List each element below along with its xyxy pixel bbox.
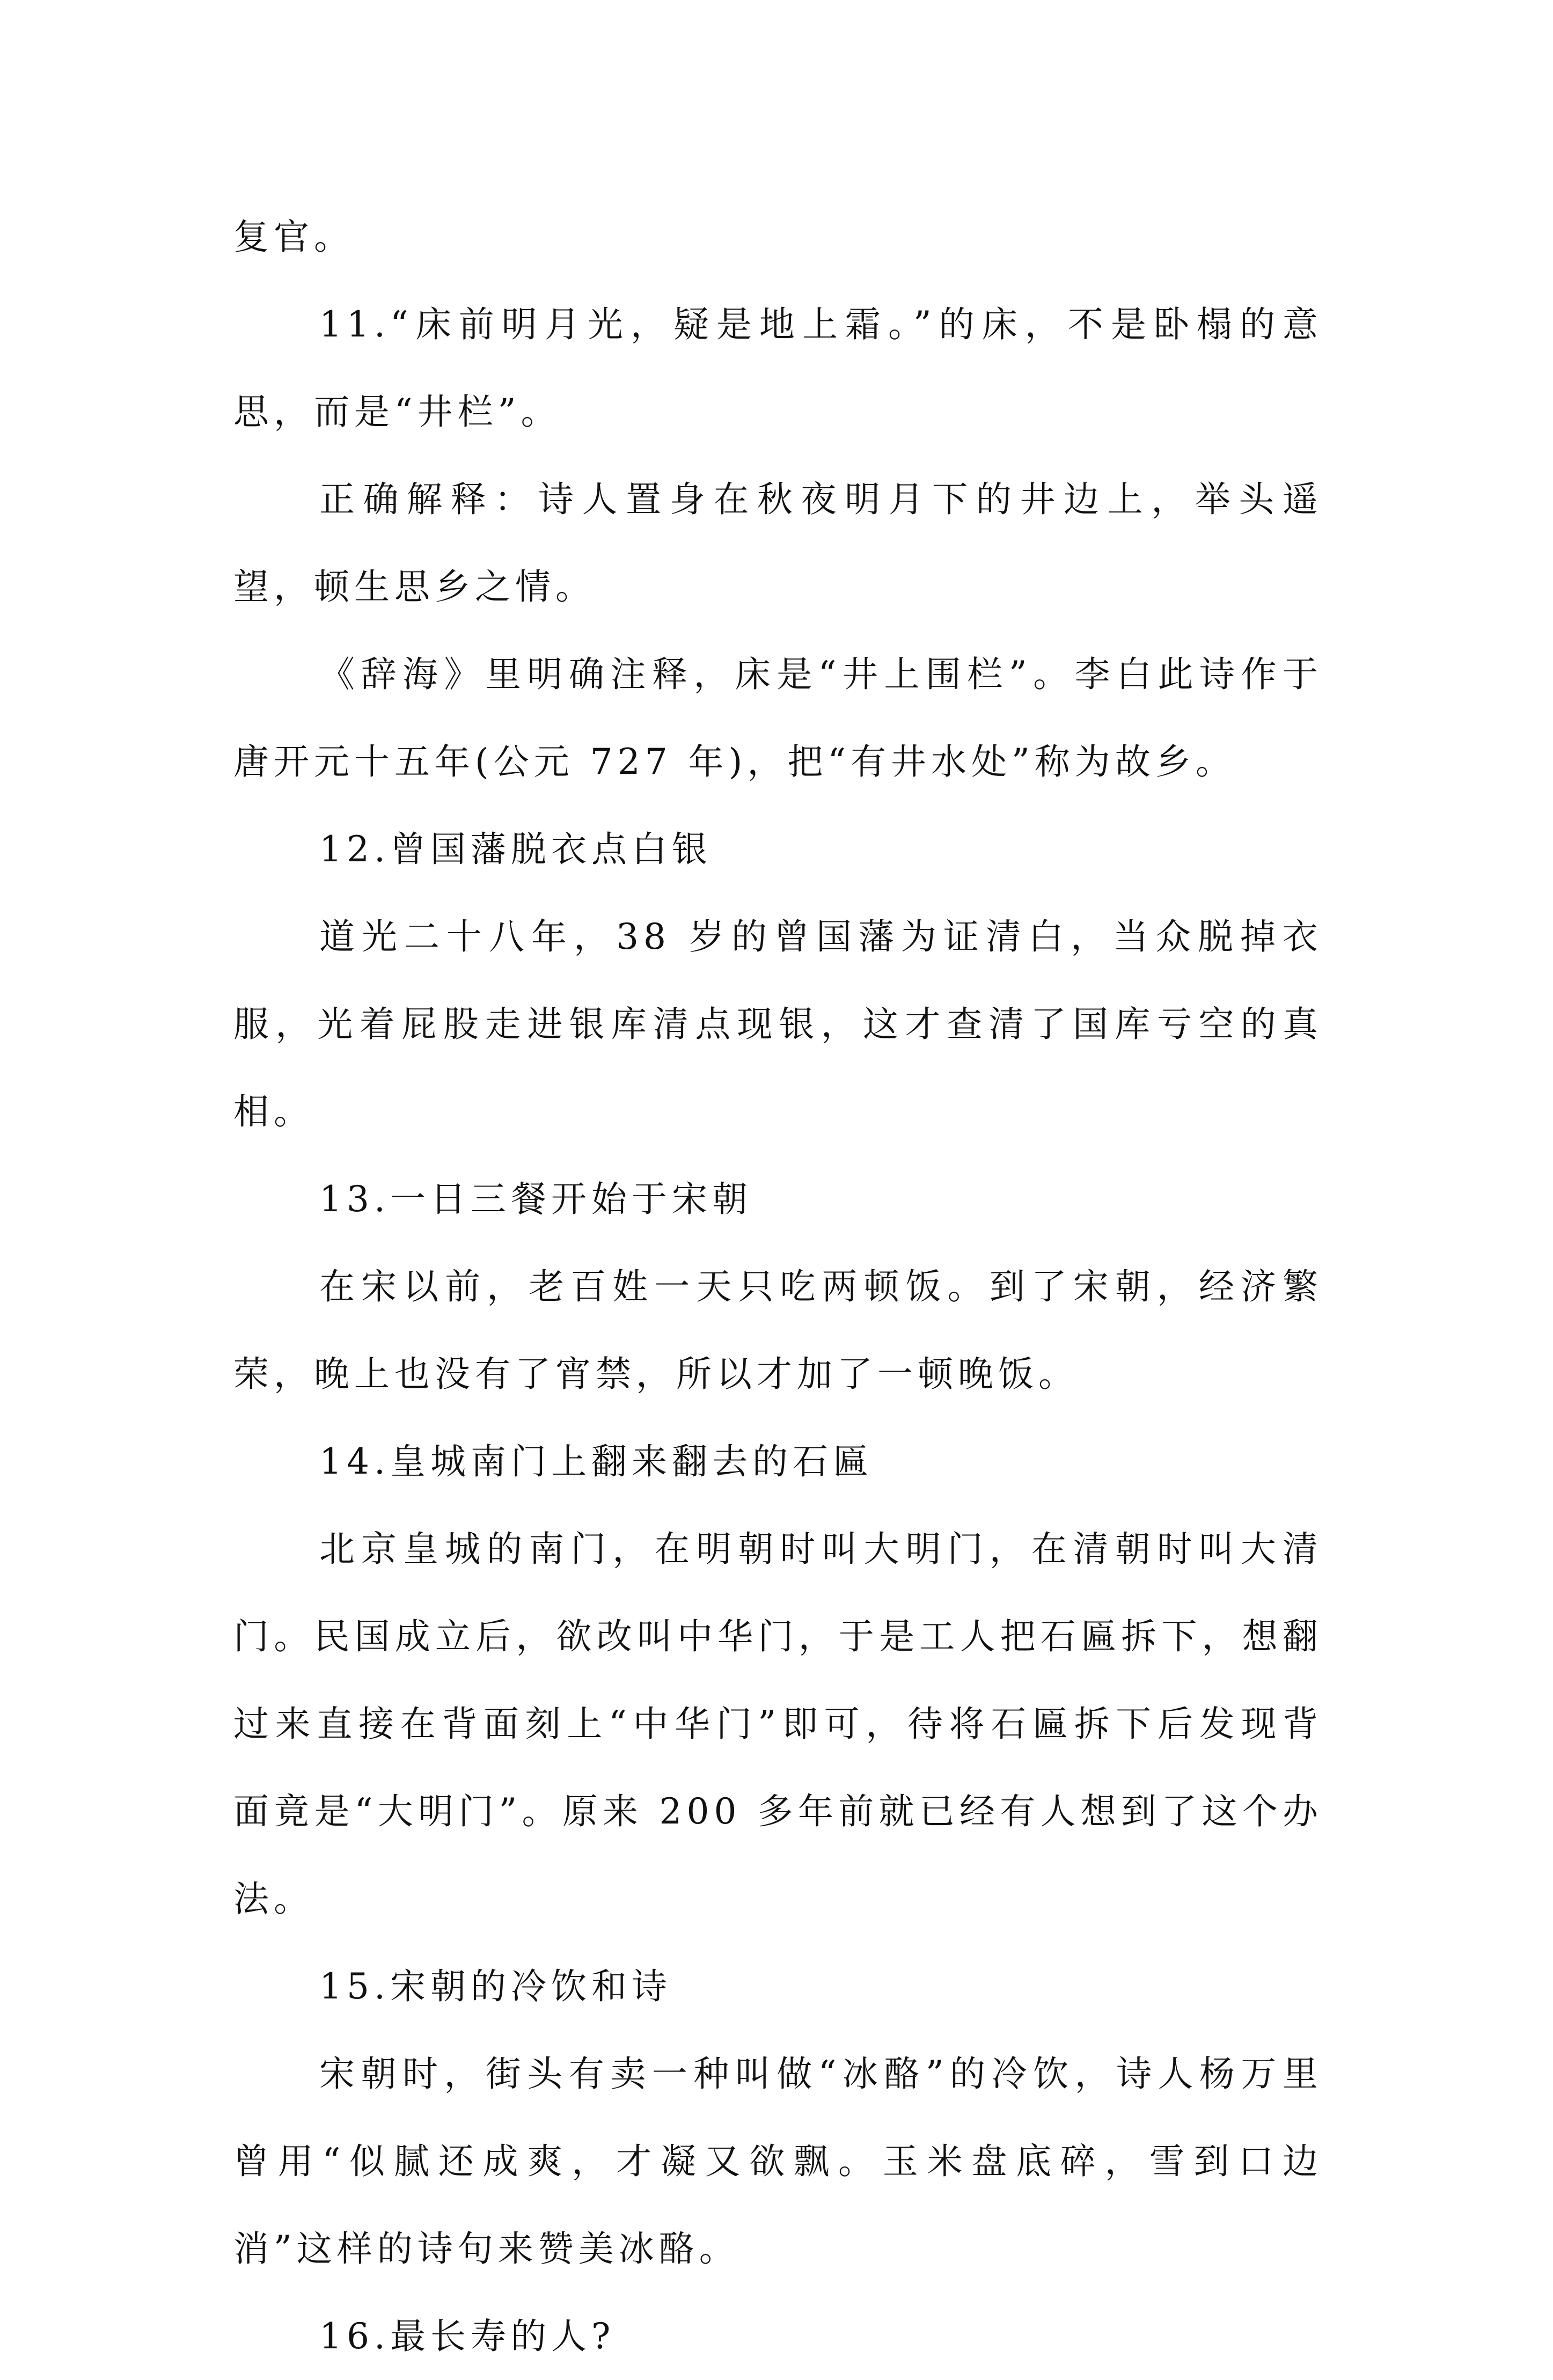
item-11-explanation: 正确解释：诗人置身在秋夜明月下的井边上，举头遥望，顿生思乡之情。 xyxy=(233,479,1323,607)
item-12-body: 道光二十八年，38 岁的曾国藩为证清白，当众脱掉衣服，光着屁股走进银库清点现银，这才查清了国库亏空的真相。 xyxy=(233,916,1323,1132)
item-11-heading: 11.“床前明月光，疑是地上霜。”的床，不是卧榻的意思，而是“井栏”。 xyxy=(233,304,1323,433)
document-body xyxy=(233,193,1323,2380)
item-11-cihai-note: 《辞海》里明确注释，床是“井上围栏”。李白此诗作于唐开元十五年(公元 727 年)，把“有井水处”称为故乡。 xyxy=(233,654,1323,782)
item-12-heading: 12.曾国藩脱衣点白银 xyxy=(319,829,712,870)
item-14-heading: 14.皇城南门上翻来翻去的石匾 xyxy=(319,1441,873,1482)
item-15-body: 宋朝时，街头有卖一种叫做“冰酪”的冷饮，诗人杨万里曾用“似腻还成爽，才凝又欲飘。玉米盘底碎，雪到口边消”这样的诗句来赞美冰酪。 xyxy=(233,2053,1323,2269)
item-16-heading: 16.最长寿的人? xyxy=(319,2316,616,2357)
item-14-body: 北京皇城的南门，在明朝时叫大明门，在清朝时叫大清门。民国成立后，欲改叫中华门，于是工人把石匾拆下，想翻过来直接在背面刻上“中华门”即可，待将石匾拆下后发现背面竟是“大明门”。原来 200 多年前就已经有人想到了这个办法。 xyxy=(233,1528,1323,1920)
item-13-body: 在宋以前，老百姓一天只吃两顿饭。到了宋朝，经济繁荣，晚上也没有了宵禁，所以才加了一顿晚饭。 xyxy=(233,1266,1323,1395)
item-13-heading: 13.一日三餐开始于宋朝 xyxy=(319,1178,752,1220)
item-15-heading: 15.宋朝的冷饮和诗 xyxy=(319,1966,672,2007)
paragraph-continuation: 复官。 xyxy=(233,216,354,258)
